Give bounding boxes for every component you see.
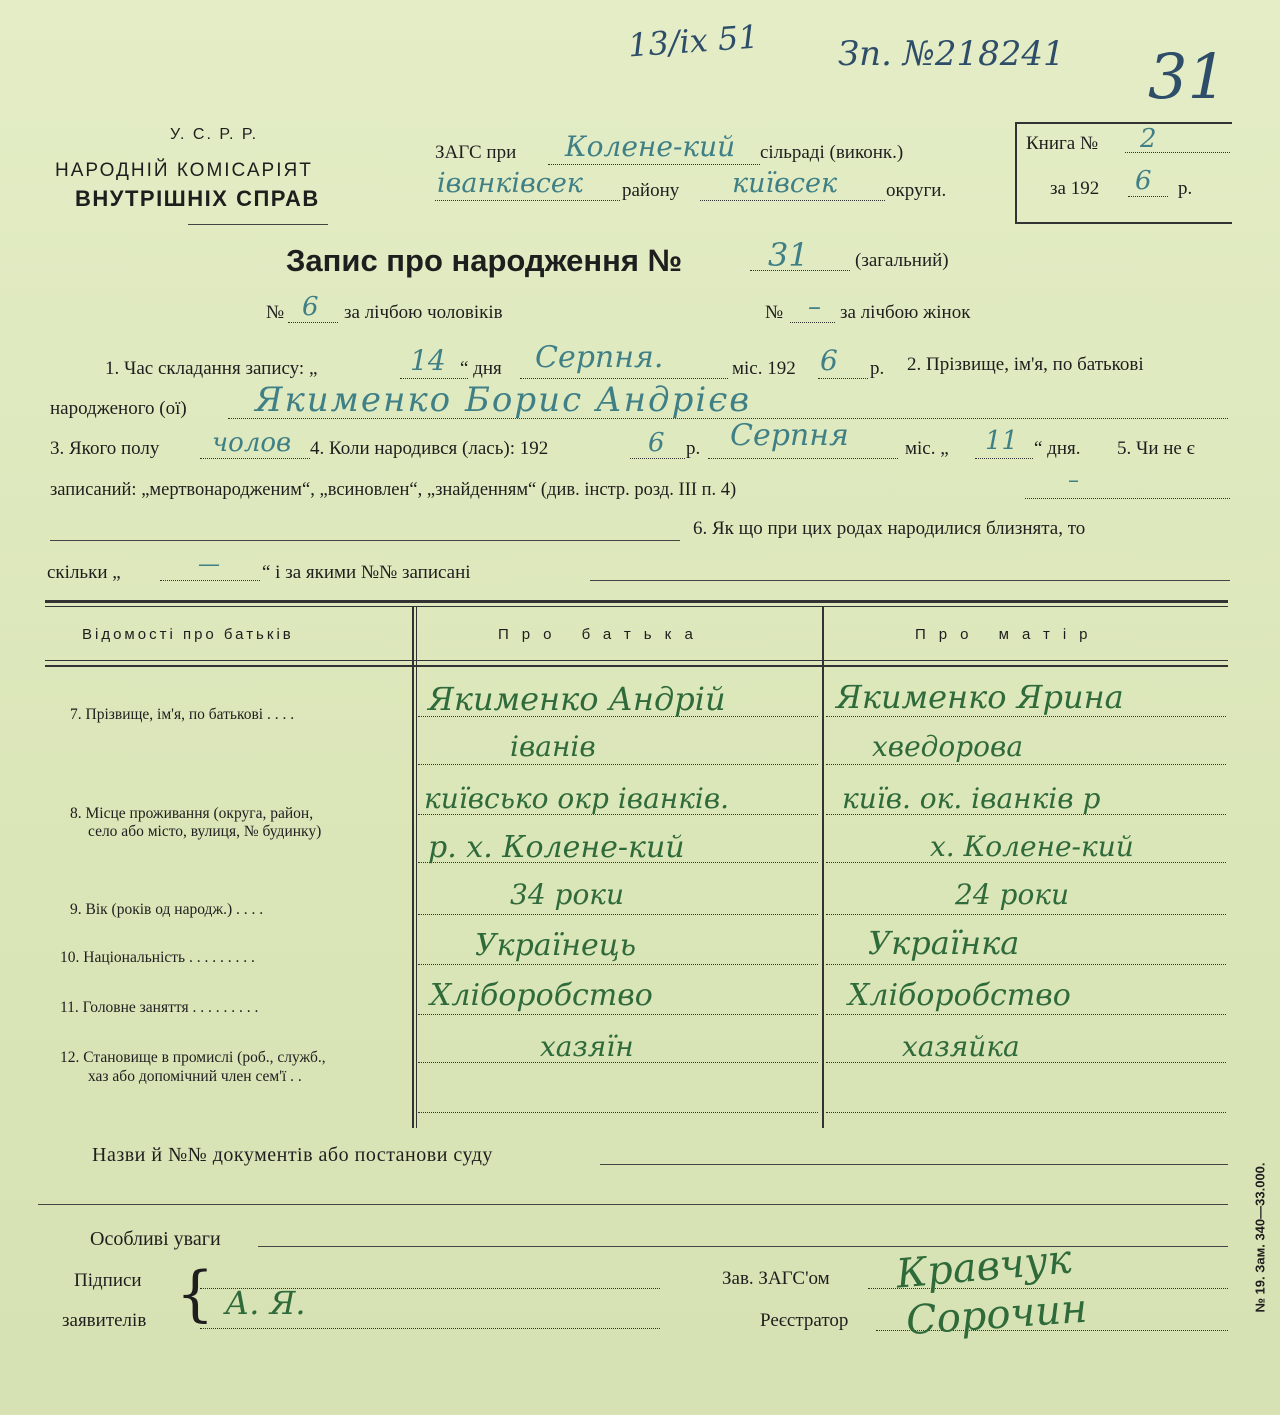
row12-label-2: хаз або допомічний член сем'ї . .: [88, 1068, 302, 1085]
mother-nationality: Українка: [868, 924, 1020, 962]
f4-year-line: [630, 458, 685, 459]
women-count-prefix: №: [765, 302, 784, 323]
f4-mis: міс. „: [905, 438, 949, 459]
zags-okruha-line: [700, 200, 885, 201]
f4-month-value: Серпня: [730, 418, 849, 453]
f5-label: 5. Чи не є: [1117, 438, 1195, 459]
header-rule: [188, 224, 328, 225]
f1-day-line: [400, 378, 468, 379]
mother-patronymic: хведорова: [872, 730, 1024, 763]
men-count-line: [288, 322, 338, 323]
head-signature: Кравчук: [894, 1236, 1074, 1298]
row12-line-b-father: [418, 1112, 818, 1113]
notes-line: [258, 1246, 1228, 1247]
row11-line-father: [418, 1014, 818, 1015]
commissariat-label: НАРОДНІЙ КОМІСАРІЯТ: [55, 160, 313, 181]
f1-year-digit: 6: [820, 344, 838, 377]
zags-okruha-value: київсек: [732, 168, 838, 199]
mother-age: 24 роки: [955, 878, 1070, 911]
row9-line-father: [418, 914, 818, 915]
mother-position: хазяйка: [902, 1030, 1020, 1063]
table-col-divider-2: [822, 606, 824, 1128]
republic-label: У. С. Р. Р.: [170, 126, 259, 143]
row9-label: 9. Вік (років од народж.) . . . .: [70, 901, 264, 918]
men-count-prefix: №: [266, 302, 285, 323]
f5-label-2: записаний: „мертвонародженим“, „всиновлен“, „знайденням“ (див. інстр. розд. III п. 4): [50, 480, 737, 500]
signatures-label-2: заявителів: [62, 1310, 147, 1331]
f4-day-value: 11: [985, 426, 1019, 456]
f6-value-line: [160, 580, 260, 581]
book-label: Книга №: [1026, 133, 1099, 154]
table-head-mother: Про матір: [915, 626, 1101, 643]
mother-residence-2: х. Колене-кий: [930, 830, 1134, 863]
f2-label: 2. Прізвище, ім'я, по батькові: [907, 354, 1144, 375]
f4-label: 4. Коли народився (лась): 192: [310, 438, 549, 459]
men-count-value: 6: [302, 292, 319, 322]
head-label: Зав. ЗАГС'ом: [722, 1268, 830, 1289]
row12-label: 12. Становище в промислі (роб., служб.,: [60, 1049, 326, 1066]
row8-label: 8. Місце проживання (округа, район,: [70, 805, 314, 822]
notes-label: Особливі уваги: [90, 1228, 221, 1250]
signatures-label-1: Підписи: [74, 1270, 142, 1291]
row11-label: 11. Головне заняття . . . . . . . . .: [60, 999, 259, 1016]
documents-line: [600, 1164, 1228, 1165]
table-col-divider-1: [412, 606, 414, 1128]
row7-line-b-father: [418, 764, 818, 765]
f6-label: 6. Як що при цих родах народилися близнята, то: [693, 518, 1086, 539]
row11-line-mother: [826, 1014, 1226, 1015]
f3-value-line: [200, 458, 310, 459]
documents-line-2: [38, 1204, 1228, 1205]
row10-line-mother: [826, 964, 1226, 965]
f3-label: 3. Якого полу: [50, 438, 160, 459]
f1-day-suffix: “ дня: [460, 358, 502, 379]
zags-district-value: іванківсек: [437, 168, 583, 199]
f1-year-suffix: р.: [870, 358, 885, 379]
father-residence-2: р. х. Колене-кий: [428, 830, 685, 865]
row9-line-mother: [826, 914, 1226, 915]
father-name: Якименко Андрій: [428, 680, 726, 718]
f4-month-line: [708, 458, 898, 459]
father-position: хазяїн: [540, 1030, 634, 1063]
f1-label: 1. Час складання запису: „: [105, 358, 318, 379]
mother-name: Якименко Ярина: [836, 678, 1124, 716]
table-top-rule-1: [45, 600, 1228, 603]
f1-month-line: [520, 378, 728, 379]
row7-label: 7. Прізвище, ім'я, по батькові . . . .: [70, 706, 295, 723]
mother-residence-1: київ. ок. іванків р: [842, 782, 1101, 815]
f6-value: —: [198, 552, 220, 577]
f6-records-line: [590, 580, 1230, 581]
f5-value-line: [1025, 498, 1230, 499]
f5-value: –: [1068, 468, 1079, 493]
registrar-signature: Сорочин: [904, 1285, 1089, 1345]
row7-line-b-mother: [826, 764, 1226, 765]
women-count-label: за лічбою жінок: [840, 302, 971, 323]
f1-year-line: [818, 378, 868, 379]
applicant-signature: А. Я.: [225, 1284, 306, 1322]
table-head-rule-2: [45, 665, 1228, 667]
record-number-value: 31: [768, 236, 809, 274]
row12-line-b-mother: [826, 1112, 1226, 1113]
zags-district-line: [435, 200, 620, 201]
f6-label-2a: скільки „: [47, 562, 121, 583]
f3-value: чолов: [212, 428, 292, 458]
zags-village-line: [548, 164, 760, 165]
f4-day-suffix: “ дня.: [1034, 438, 1081, 459]
f1-month-suffix: міс. 192: [732, 358, 796, 379]
row10-label: 10. Національність . . . . . . . . .: [60, 949, 255, 966]
f4-year-digit: 6: [648, 428, 665, 458]
father-residence-1: київсько окр іванків.: [424, 782, 730, 815]
f5-continuation-line: [50, 540, 680, 541]
book-year-digit: 6: [1135, 166, 1152, 196]
f6-label-2b: “ і за якими №№ записані: [262, 562, 471, 583]
mother-occupation: Хліборобство: [848, 978, 1071, 1013]
f4-day-line: [975, 458, 1033, 459]
women-count-line: [790, 322, 835, 323]
table-head-rule-1: [45, 660, 1228, 661]
father-occupation: Хліборобство: [430, 978, 653, 1013]
record-title: Запис про народження №: [286, 243, 683, 278]
f1-day-value: 14: [410, 344, 446, 377]
father-nationality: Українець: [475, 928, 637, 963]
men-count-label: за лічбою чоловіків: [344, 302, 503, 323]
row8-label-2: село або місто, вулиця, № будинку): [88, 823, 322, 840]
book-year-suffix: р.: [1178, 178, 1193, 199]
row10-line-father: [418, 964, 818, 965]
zags-prefix: ЗАГС при: [435, 142, 517, 163]
row12-line-a-mother: [826, 1062, 1226, 1063]
table-head-father: Про батька: [498, 626, 706, 643]
archive-date: 13/ⅸ 51: [626, 17, 760, 65]
f4-r: р.: [686, 438, 701, 459]
zags-village-value: Колене-кий: [565, 130, 736, 163]
department-label: ВНУТРІШНІХ СПРАВ: [75, 186, 320, 211]
father-patronymic: іванів: [510, 730, 596, 763]
f2-value: Якименко Борис Андрієв: [255, 380, 752, 420]
zags-district-suffix: району: [622, 180, 680, 201]
documents-label: Назви й №№ документів або постанови суду: [92, 1144, 493, 1166]
zags-okruha-suffix: округи.: [886, 180, 947, 201]
record-general-label: (загальний): [855, 250, 949, 271]
table-col-divider-1b: [416, 606, 417, 1128]
registrar-label: Реєстратор: [760, 1310, 849, 1331]
zags-village-suffix: сільраді (виконк.): [760, 142, 904, 163]
father-age: 34 роки: [510, 878, 625, 911]
f2-label-2: народженого (ої): [50, 398, 187, 419]
women-count-value: –: [808, 292, 821, 322]
book-year-label: за 192: [1050, 178, 1100, 199]
archive-number: Зп. №218241: [838, 34, 1065, 74]
archive-page: 31: [1148, 40, 1227, 113]
signatures-brace: {: [176, 1259, 215, 1329]
applicant-sig-line-2: [200, 1328, 660, 1329]
table-head-info: Відомості про батьків: [82, 626, 294, 643]
f1-month-value: Серпня.: [535, 340, 664, 375]
row7-line-a-mother: [826, 716, 1226, 717]
book-year-line: [1128, 196, 1168, 197]
table-top-rule-2: [45, 606, 1228, 607]
book-number-value: 2: [1140, 124, 1157, 154]
print-code: № 19. Зам. 340—33.000.: [1252, 1162, 1268, 1313]
